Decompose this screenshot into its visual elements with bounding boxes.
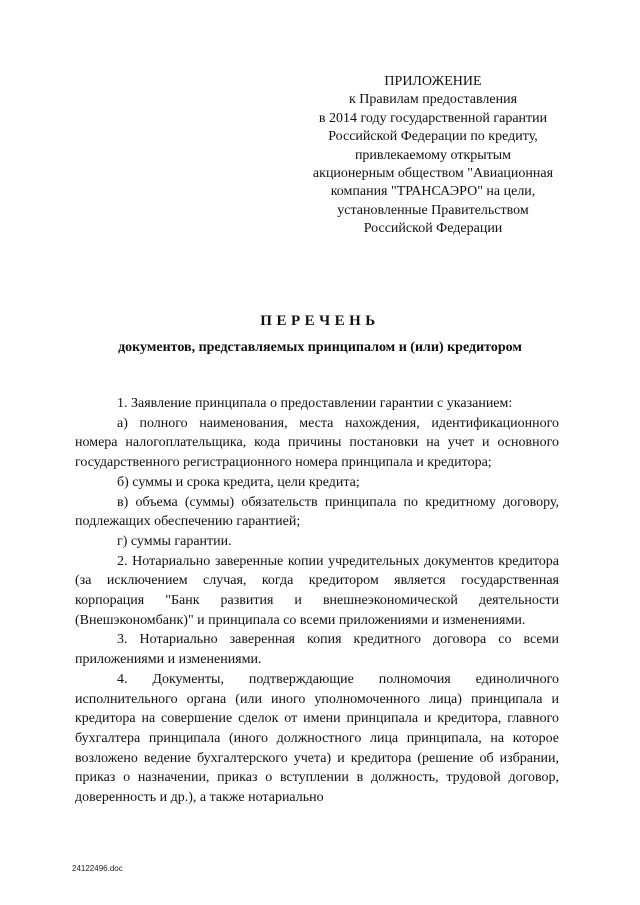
appendix-line: ПРИЛОЖЕНИЕ xyxy=(384,74,482,89)
appendix-line: Российской Федерации xyxy=(363,221,503,237)
appendix-line: привлекаемому открытым xyxy=(354,147,512,163)
appendix-header xyxy=(290,73,576,239)
appendix-line: акционерным обществом "Авиационная xyxy=(312,166,554,182)
paragraph: 2. Нотариально заверенные копии учредительных документов кредитора (за исключением случая, когда кредитором является государственная корпорация "Банк развития и внешнеэкономической деятельности (Внешэкономбанк)" и принципала со всеми приложениями и изменениями. xyxy=(75,553,559,628)
paragraph: 3. Нотариально заверенная копия кредитного договора со всеми приложениями и изменениями. xyxy=(75,632,559,668)
appendix-line: в 2014 году государственной гарантии xyxy=(318,110,548,126)
paragraph: в) объема (суммы) обязательств принципала по кредитному договору, подлежащих обеспечению гарантией; xyxy=(75,494,559,530)
document-body xyxy=(75,394,559,808)
paragraph: 4. Документы, подтверждающие полномочия единоличного исполнительного органа (или иного уполномоченного лица) принципала и кредитора на совершение сделок от имени принципала и кредитора, главного бухгалтера принципала (иного должностного лица принципала, на которое возложено ведение бухгалтерского учета) и кредитора (решение об избрании, приказ о назначении, приказ о вступлении в должность, трудовой договор, доверенность и др.), а также нотариально xyxy=(75,671,559,806)
appendix-line: компания "ТРАНСАЭРО" на цели, xyxy=(330,184,536,200)
paragraph: а) полного наименования, места нахождения, идентификационного номера налогоплательщика, кода причины постановки на учет и основного государственного регистрационного номера принципала и кредитора; xyxy=(75,415,559,471)
appendix-line: установленные Правительством xyxy=(337,202,529,218)
file-name-footer: 24122496.doc xyxy=(72,864,123,873)
document-title: ПЕРЕЧЕНЬ xyxy=(260,313,380,329)
appendix-line: Российской Федерации по кредиту, xyxy=(328,129,538,145)
paragraph: г) суммы гарантии. xyxy=(117,533,232,549)
paragraph: 1. Заявление принципала о предоставлении гарантии с указанием: xyxy=(117,396,513,411)
paragraph: б) суммы и срока кредита, цели кредита; xyxy=(117,474,360,490)
appendix-line: к Правилам предоставления xyxy=(348,92,518,108)
document-subtitle: документов, представляемых принципалом и (или) кредитором xyxy=(118,340,522,355)
